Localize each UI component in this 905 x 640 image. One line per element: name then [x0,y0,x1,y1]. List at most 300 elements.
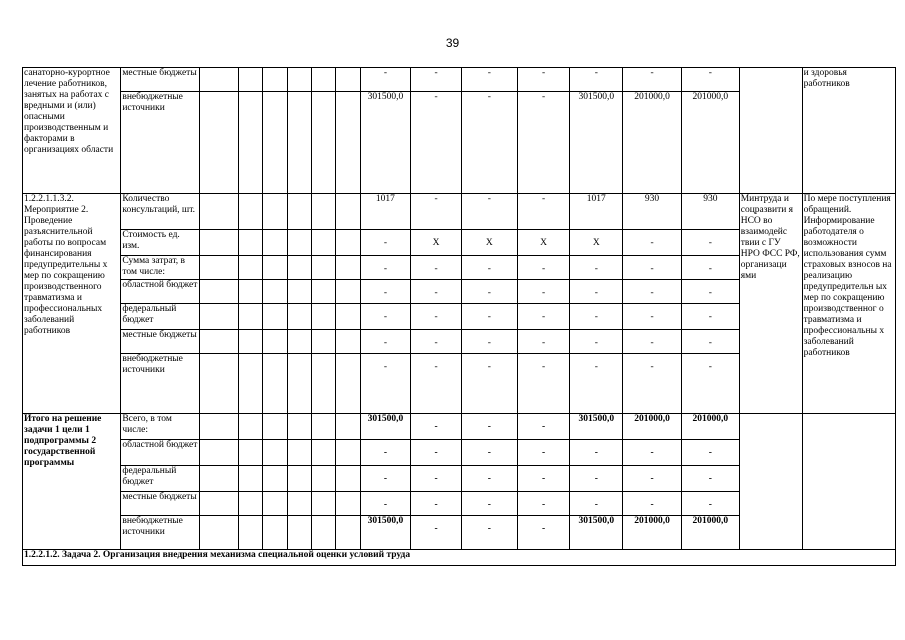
value-text: 201000,0 [634,516,670,526]
empty-cell [311,230,335,256]
value-cell [517,304,570,330]
value-cell [681,354,739,414]
value-cell [681,516,739,550]
value-cell [570,466,623,492]
value-text: - [650,68,654,78]
value-text: 1017 [375,194,395,204]
empty-cell [200,304,239,330]
value-cell [623,230,682,256]
value-text: - [594,448,598,458]
value-text: - [434,362,438,372]
empty-cell [238,466,262,492]
empty-cell [238,330,262,354]
value-cell [360,440,411,466]
empty-cell [336,92,360,194]
funding-source: местные бюджеты [121,492,200,516]
value-text: - [434,338,438,348]
value-text: - [594,68,598,78]
value-text: 930 [644,194,660,204]
value-text: - [594,288,598,298]
value-cell [517,516,570,550]
funding-source: Стоимость ед. изм. [121,230,200,256]
value-cell [517,92,570,194]
value-cell [517,354,570,414]
value-text: - [708,338,712,348]
funding-source: Всего, в том числе: [121,414,200,440]
funding-source: внебюджетные источники [121,354,200,414]
value-text: - [541,500,546,510]
measure-name: Итого на решение задачи 1 цели 1 подпрограммы 2 государственной программы [23,414,121,550]
value-cell [411,280,462,304]
empty-cell [336,492,360,516]
empty-cell [311,330,335,354]
value-text: - [541,312,546,322]
value-cell [570,230,623,256]
empty-cell [200,230,239,256]
value-cell [623,330,682,354]
empty-cell [263,68,287,92]
value-text: - [650,238,654,248]
value-cell [623,354,682,414]
value-text: - [487,288,491,298]
value-text: - [487,264,491,274]
empty-cell [287,68,311,92]
value-text: X [540,238,548,248]
empty-cell [287,194,311,230]
value-text: - [487,312,491,322]
empty-cell [336,230,360,256]
value-text: - [594,500,598,510]
empty-cell [238,516,262,550]
value-cell [360,256,411,280]
empty-cell [263,194,287,230]
measure-name: 1.2.2.1.1.3.2. Мероприятие 2. Проведение разъяснительной работы по вопросам финансирования предупредительны х мер по сокращению производственного травматизма и профессиональных заболеваний работников [23,194,121,414]
value-text: 201000,0 [692,516,729,526]
value-cell [570,330,623,354]
empty-cell [287,516,311,550]
value-cell [681,304,739,330]
value-cell [411,92,462,194]
value-cell [411,516,462,550]
value-text: - [434,194,438,204]
value-cell [411,68,462,92]
empty-cell [287,256,311,280]
value-text: - [383,500,387,510]
value-cell [570,414,623,440]
value-text: 930 [703,194,718,204]
value-text: - [434,500,438,510]
empty-cell [263,280,287,304]
empty-cell [200,440,239,466]
value-text: - [650,362,654,372]
value-text: 301500,0 [578,414,615,424]
funding-source: внебюджетные источники [121,92,200,194]
value-text: - [487,362,491,372]
value-cell [360,194,411,230]
value-text: - [541,422,546,432]
value-text: X [432,238,440,248]
task-title: 1.2.2.1.2. Задача 2. Организация внедрения механизма специальной оценки условий труда [23,550,896,566]
value-text: - [541,264,546,274]
empty-cell [336,516,360,550]
value-text: 201000,0 [634,414,670,424]
empty-cell [336,280,360,304]
value-cell [411,194,462,230]
value-cell [461,440,517,466]
value-cell [623,92,682,194]
empty-cell [287,92,311,194]
value-text: - [434,264,438,274]
value-cell [461,330,517,354]
value-text: - [650,448,654,458]
task-row [23,550,896,566]
value-cell [360,92,411,194]
empty-cell [287,440,311,466]
value-cell [411,466,462,492]
value-text: - [708,264,712,274]
value-cell [461,68,517,92]
value-text: - [650,500,654,510]
value-cell [623,414,682,440]
value-cell [570,68,623,92]
value-cell [517,194,570,230]
value-cell [623,280,682,304]
value-cell [681,492,739,516]
funding-source: федеральный бюджет [121,304,200,330]
value-text: 201000,0 [692,92,729,102]
value-cell [461,280,517,304]
value-text: - [434,448,438,458]
funding-source: областной бюджет [121,440,200,466]
value-text: - [708,68,712,78]
value-text: 301500,0 [367,414,404,424]
value-text: - [383,68,387,78]
empty-cell [263,440,287,466]
value-text: 1017 [586,194,606,204]
value-cell [461,492,517,516]
empty-cell [287,466,311,492]
value-cell [517,466,570,492]
value-cell [411,354,462,414]
value-cell [570,280,623,304]
value-cell [411,330,462,354]
empty-cell [200,354,239,414]
value-text: - [383,312,387,322]
value-cell [360,414,411,440]
value-text: 301500,0 [578,516,615,526]
value-cell [360,492,411,516]
table-row [23,194,896,230]
value-text: - [487,194,491,204]
empty-cell [336,68,360,92]
value-text: - [650,474,654,484]
empty-cell [311,68,335,92]
value-text: - [383,474,387,484]
empty-cell [336,414,360,440]
value-cell [570,492,623,516]
funding-source: областной бюджет [121,280,200,304]
value-text: - [383,238,387,248]
value-cell [360,230,411,256]
value-text: - [541,448,546,458]
value-cell [681,280,739,304]
empty-cell [200,280,239,304]
value-cell [570,256,623,280]
funding-source: местные бюджеты [121,330,200,354]
value-cell [623,194,682,230]
value-cell [360,354,411,414]
value-cell [570,440,623,466]
value-cell [360,466,411,492]
value-cell [461,414,517,440]
value-text: 201000,0 [634,92,670,102]
value-text: - [434,92,438,102]
value-cell [570,516,623,550]
empty-cell [238,194,262,230]
value-text: - [383,288,387,298]
empty-cell [200,92,239,194]
page-number: 39 [445,36,460,50]
funding-source: Сумма затрат, в том числе: [121,256,200,280]
value-cell [517,330,570,354]
value-text: 301500,0 [367,92,404,102]
empty-cell [287,492,311,516]
value-text: - [594,338,598,348]
value-cell [681,92,739,194]
value-cell [360,304,411,330]
value-text: - [541,338,546,348]
value-cell [681,194,739,230]
empty-cell [311,256,335,280]
value-text: - [594,264,598,274]
program-table [22,67,896,566]
empty-cell [200,194,239,230]
empty-cell [200,68,239,92]
value-cell [461,256,517,280]
value-text: - [708,362,712,372]
empty-cell [238,230,262,256]
value-text: - [383,362,387,372]
value-text: - [541,474,546,484]
empty-cell [311,516,335,550]
funding-source: Количество консультаций, шт. [121,194,200,230]
funding-source: местные бюджеты [121,68,200,92]
value-text: - [487,500,491,510]
value-cell [517,440,570,466]
empty-cell [336,354,360,414]
empty-cell [311,492,335,516]
value-cell [623,466,682,492]
value-cell [681,414,739,440]
empty-cell [263,330,287,354]
value-text: - [708,238,712,248]
empty-cell [311,354,335,414]
empty-cell [238,68,262,92]
value-cell [461,466,517,492]
executor [739,414,802,550]
value-text: - [434,474,438,484]
value-cell [623,492,682,516]
value-cell [360,516,411,550]
value-cell [411,304,462,330]
empty-cell [263,230,287,256]
value-text: - [594,474,598,484]
empty-cell [200,492,239,516]
value-text: - [541,288,546,298]
value-text: - [650,264,654,274]
value-text: - [487,92,491,102]
value-cell [461,354,517,414]
measure-name: санаторно-курортное лечение работников, занятых на работах с вредными и (или) опасными производственным и факторами в организациях области [23,68,121,194]
empty-cell [238,492,262,516]
value-cell [681,330,739,354]
empty-cell [311,92,335,194]
expected-result [802,414,895,550]
empty-cell [200,256,239,280]
empty-cell [238,440,262,466]
value-text: - [708,474,712,484]
empty-cell [200,466,239,492]
value-cell [411,230,462,256]
empty-cell [238,354,262,414]
value-text: - [487,448,491,458]
empty-cell [287,280,311,304]
empty-cell [336,440,360,466]
value-cell [411,492,462,516]
empty-cell [287,330,311,354]
executor: Минтруда и соцразвити я НСО во взаимодейс твии с ГУ НРО ФСС РФ, организаци ями [739,194,802,414]
value-cell [570,354,623,414]
value-cell [411,256,462,280]
value-cell [411,414,462,440]
value-text: - [434,312,438,322]
value-text: - [487,68,491,78]
value-text: - [434,68,438,78]
empty-cell [311,194,335,230]
table-body [23,68,896,566]
value-cell [411,440,462,466]
empty-cell [238,414,262,440]
value-cell [623,68,682,92]
value-text: - [487,422,491,432]
value-text: - [650,288,654,298]
empty-cell [200,330,239,354]
empty-cell [263,466,287,492]
value-text: - [541,524,546,534]
empty-cell [263,304,287,330]
value-text: - [708,312,712,322]
empty-cell [336,256,360,280]
value-cell [681,440,739,466]
value-text: - [594,362,598,372]
empty-cell [311,440,335,466]
value-cell [681,230,739,256]
empty-cell [311,466,335,492]
empty-cell [238,92,262,194]
value-cell [517,414,570,440]
value-cell [623,304,682,330]
empty-cell [336,304,360,330]
value-cell [517,280,570,304]
empty-cell [200,516,239,550]
value-text: - [383,338,387,348]
empty-cell [311,280,335,304]
value-cell [461,92,517,194]
value-text: - [541,92,546,102]
empty-cell [263,414,287,440]
value-text: - [708,500,712,510]
value-cell [517,230,570,256]
expected-result: По мере поступления обращений. Информирование работодателя о возможности использования сумм страховых взносов на реализацию предупредительн ых мер по сокращению производственног о травматизма и профессиональны х заболеваний работников [802,194,895,414]
empty-cell [311,414,335,440]
value-cell [461,194,517,230]
empty-cell [287,354,311,414]
empty-cell [287,414,311,440]
value-cell [623,516,682,550]
empty-cell [287,230,311,256]
value-cell [570,304,623,330]
value-cell [681,256,739,280]
funding-source: федеральный бюджет [121,466,200,492]
value-text: - [487,338,491,348]
value-cell [461,516,517,550]
value-cell [517,68,570,92]
value-cell [461,230,517,256]
value-cell [360,280,411,304]
empty-cell [336,466,360,492]
empty-cell [200,414,239,440]
value-text: - [708,448,712,458]
empty-cell [336,194,360,230]
empty-cell [238,280,262,304]
value-cell [570,194,623,230]
value-text: 301500,0 [578,92,615,102]
empty-cell [238,304,262,330]
value-cell [517,256,570,280]
value-text: - [487,524,491,534]
value-text: - [383,264,387,274]
value-cell [461,304,517,330]
value-text: X [592,238,600,248]
empty-cell [263,492,287,516]
value-cell [681,466,739,492]
value-cell [681,68,739,92]
value-cell [623,256,682,280]
value-cell [570,92,623,194]
empty-cell [263,516,287,550]
expected-result: и здоровья работников [802,68,895,194]
table-row [23,414,896,440]
table-row [23,68,896,92]
empty-cell [311,304,335,330]
value-text: - [383,448,387,458]
value-text: - [487,474,491,484]
value-text: - [434,524,438,534]
empty-cell [336,330,360,354]
value-text: - [541,362,546,372]
funding-source: внебюджетные источники [121,516,200,550]
empty-cell [238,256,262,280]
value-text: - [650,338,654,348]
value-text: - [434,288,438,298]
value-text: 301500,0 [367,516,404,526]
empty-cell [263,256,287,280]
value-text: - [541,68,546,78]
value-text: - [434,422,438,432]
value-text: - [541,194,546,204]
value-cell [623,440,682,466]
value-text: - [594,312,598,322]
